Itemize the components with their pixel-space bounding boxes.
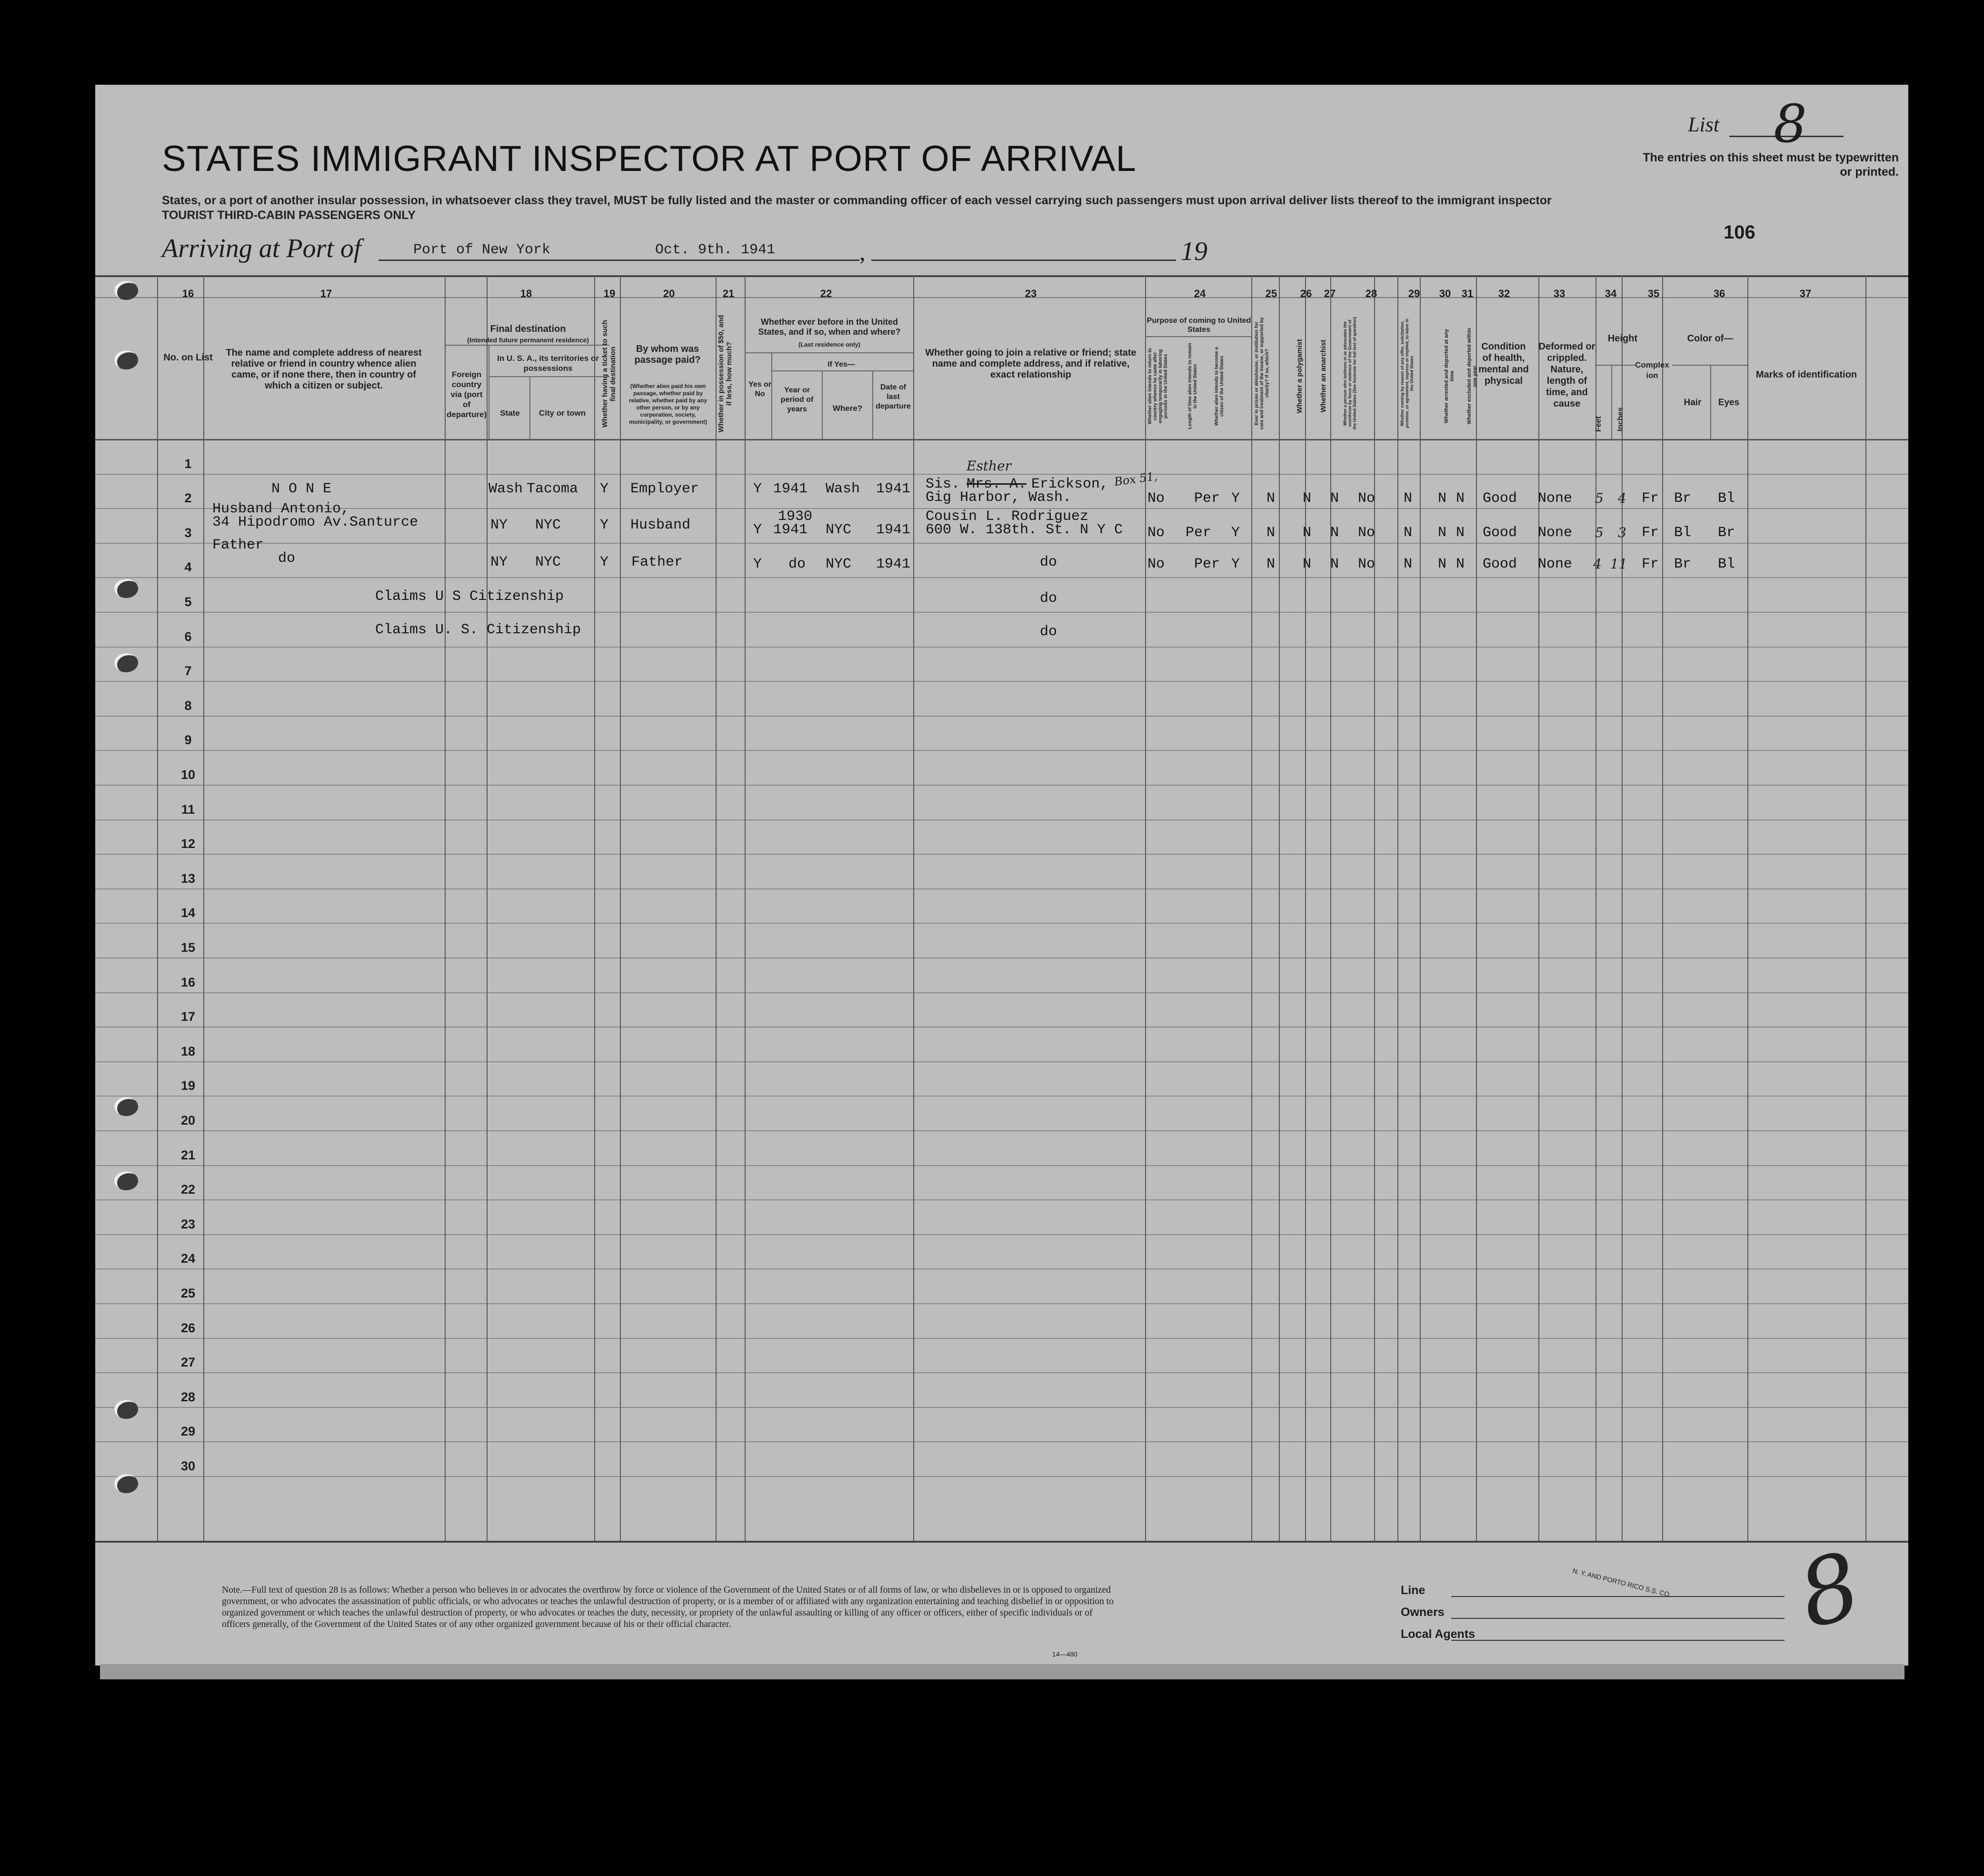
header-arrested: Whether arrested and deported at any time: [1444, 329, 1455, 424]
header-purpose-length: Length of time alien intends to remain in the United States: [1187, 343, 1198, 429]
header-purpose-return: Whether alien intends to return to country whence he came after engaging temporarily in laboring pursuits in the United States: [1147, 348, 1168, 425]
header-purpose: Purpose of coming to United States: [1147, 317, 1251, 334]
row-number: 13: [180, 871, 196, 886]
row3-yesno: Y: [753, 556, 762, 572]
table-bottom-rule: [95, 1541, 1908, 1543]
page-title: STATES IMMIGRANT INSPECTOR AT PORT OF ARRIVAL: [162, 139, 1137, 179]
colnum: 30: [1439, 288, 1451, 299]
subheader-rule: [771, 370, 913, 371]
header-marks: Marks of identification: [1755, 369, 1857, 380]
punch-hole: [114, 1400, 138, 1419]
col-divider: [1279, 275, 1280, 1541]
colnum: 37: [1799, 288, 1812, 299]
col-divider: [1374, 275, 1375, 1541]
row4-citizenship: Claims U S Citizenship: [375, 589, 564, 605]
row3-join: do: [1040, 554, 1057, 570]
header-ever-before: Whether ever before in the United States, and if so, when and where?: [758, 317, 901, 337]
row3-relative-name: Father: [212, 537, 264, 553]
row-rule: [95, 1096, 1908, 1097]
row-rule: [95, 750, 1908, 751]
row-number: 29: [180, 1424, 196, 1439]
punch-hole: [114, 350, 138, 369]
row3-overthrow: No: [1358, 556, 1376, 572]
subheader-rule: [1710, 365, 1711, 439]
row1-date: 1941: [876, 481, 911, 497]
header-join-relative: Whether going to join a relative or friend; state name and complete address, and if relative, exact relationship: [925, 348, 1137, 380]
row2-relative-name: Husband Antonio,: [212, 501, 350, 517]
col-divider: [1865, 275, 1866, 1541]
col-divider: [1622, 275, 1623, 1541]
row2-inches: 3: [1618, 525, 1626, 540]
header-eyes: Eyes: [1718, 398, 1740, 408]
row2-anarchist: N: [1330, 525, 1339, 541]
row-number: 6: [184, 629, 192, 644]
subheader-rule: [1611, 365, 1612, 439]
owners-label: Owners: [1401, 1606, 1445, 1619]
arriving-label: Arriving at Port of: [162, 234, 361, 263]
row-number: 8: [184, 698, 192, 713]
row-rule: [95, 992, 1908, 993]
row1-join-struck: Mrs. A.: [967, 476, 1027, 492]
punch-hole: [114, 1097, 138, 1116]
row1-eyes: Bl: [1718, 490, 1735, 507]
row-rule: [95, 819, 1908, 820]
header-height: Height: [1607, 333, 1638, 344]
colnum: 27: [1324, 288, 1336, 299]
footnote-question-28: Note.—Full text of question 28 is as follows: Whether a person who believes in or advocates the overthrow by force or violence of the Government of the United States or of all forms of law, or who disbelieves in or is opposed to organized government, or who advocates the assassination of public officials, or who advocates or teaches the unlawful destruction of property, or is a member of or affiliated with any organization entertaining and teaching disbelief in or opposition to organized government or which teaches the unlawful destruction of property, or who advocates or teaches the duty, necessity, or propriety of the unlawful assaulting or killing of any officer or officers, either of specific individuals or of officers generally, of the Government of the United States or of any other organized government because of his or their official character.: [222, 1585, 1114, 1629]
row3-excluded: N: [1456, 556, 1465, 572]
row-number: 19: [180, 1078, 196, 1093]
header-city: City or town: [538, 409, 586, 418]
header-year: Year or period of years: [780, 386, 814, 413]
subheader-rule: [529, 376, 530, 439]
row2-city: NYC: [535, 517, 561, 533]
header-fifty-dollars: Whether in possession of $50, and if less, how much?: [717, 315, 733, 433]
row-rule: [95, 681, 1908, 682]
row3-health: Good: [1483, 556, 1517, 572]
row1-join-handwritten-name: Esther: [967, 458, 1012, 474]
row-rule: [95, 543, 1908, 544]
header-date-departure: Date of last departure: [876, 383, 911, 410]
row2-purpose-citizen: Y: [1231, 525, 1240, 541]
punch-hole: [114, 1171, 138, 1190]
row4-join: do: [1040, 590, 1057, 607]
subheader-rule: [745, 352, 913, 353]
colnum: 24: [1194, 288, 1206, 299]
row2-join-address: 600 W. 138th. St. N Y C: [926, 522, 1123, 538]
row2-eyes: Br: [1718, 525, 1735, 541]
row2-prison: N: [1266, 525, 1276, 541]
row1-overthrow: No: [1358, 490, 1376, 507]
row-rule: [95, 1372, 1908, 1373]
row-number: 28: [180, 1389, 196, 1404]
header-labor-offer: Whether coming by reason of any offer, solicitation, promise, or agreement, express or implied, to labor in the United States: [1400, 318, 1414, 429]
row1-where: Wash: [826, 481, 860, 497]
colnum: 28: [1365, 288, 1377, 299]
subheader-rule: [1596, 365, 1637, 366]
passenger-class: TOURIST THIRD-CABIN PASSENGERS ONLY: [162, 209, 416, 222]
header-anarchist: Whether an anarchist: [1319, 339, 1327, 413]
row3-year: do: [788, 556, 806, 572]
subheader-rule: [822, 370, 823, 439]
row-rule: [95, 923, 1908, 924]
row1-join-prefix: Sis.: [926, 476, 960, 492]
row-rule: [95, 785, 1908, 786]
row-number: 9: [184, 733, 192, 748]
row-rule: [95, 1338, 1908, 1339]
row-rule: [95, 647, 1908, 648]
row1-arrested: N: [1438, 490, 1447, 507]
subheader-rule: [872, 370, 873, 439]
row1-purpose-citizen: Y: [1231, 490, 1240, 507]
colnum: 36: [1713, 288, 1725, 299]
header-inches: Inches: [1616, 407, 1625, 432]
header-overthrow: Whether a person who believes in or advocates the overthrow by force or violence of the Government of the United States (See footnote for full text of question): [1343, 317, 1357, 430]
row-number: 15: [180, 940, 196, 955]
row1-polygamist: N: [1303, 490, 1312, 507]
punch-hole: [114, 579, 138, 598]
row3-labor: N: [1404, 556, 1413, 572]
row3-purpose-citizen: Y: [1231, 556, 1240, 572]
row3-relative-address: do: [278, 550, 296, 567]
row-rule: [95, 612, 1908, 613]
colnum: 16: [182, 288, 194, 299]
row1-year: 1941: [773, 481, 808, 497]
row1-relative: N O N E: [271, 481, 332, 497]
row1-inches: 4: [1618, 490, 1626, 506]
row1-complexion: Fr: [1642, 490, 1659, 507]
row-number: 20: [180, 1113, 196, 1128]
row1-city: Tacoma: [527, 481, 578, 497]
col-divider: [1747, 275, 1748, 1541]
colnum: 33: [1553, 288, 1565, 299]
col-divider: [1538, 275, 1539, 1541]
row3-hair: Br: [1674, 556, 1692, 572]
row2-date: 1941: [876, 522, 911, 538]
colnum: 31: [1461, 288, 1474, 299]
local-agents-rule: [1451, 1640, 1785, 1641]
row-rule: [95, 1303, 1908, 1304]
row5-join: do: [1040, 624, 1057, 640]
col-divider: [1595, 275, 1596, 1541]
colnum-rule: [95, 297, 1908, 298]
row-number: 2: [184, 491, 192, 506]
subheader-rule: [489, 376, 609, 377]
table-top-rule: [95, 275, 1908, 277]
row-number: 1: [184, 456, 192, 471]
row2-hair: Bl: [1674, 525, 1692, 541]
col-divider: [716, 275, 717, 1541]
subheader-rule: [1145, 336, 1251, 337]
header-prison: Ever in prison or almshouse, or institution for care and treatment of the insane, or supported by charity? If so, which?: [1254, 317, 1270, 429]
header-in-usa: In U. S. A., its territories or possessions: [497, 354, 599, 373]
row-number: 24: [180, 1251, 196, 1266]
row2-year-first: 1930: [778, 509, 813, 525]
colnum: 29: [1408, 288, 1420, 299]
row3-anarchist: N: [1330, 556, 1339, 572]
row-number: 14: [180, 906, 196, 920]
colnum: 25: [1265, 288, 1277, 299]
row-number: 17: [180, 1009, 196, 1024]
row1-purpose-length: Per: [1194, 490, 1220, 507]
header-bottom-rule: [95, 439, 1908, 440]
row-rule: [95, 854, 1908, 855]
row3-complexion: Fr: [1642, 556, 1659, 572]
row-number: 25: [180, 1286, 196, 1300]
row-rule: [95, 888, 1908, 889]
line-rule: [1451, 1596, 1785, 1597]
colnum: 18: [520, 288, 532, 299]
row-number: 5: [184, 595, 192, 609]
col-divider: [1330, 275, 1331, 1541]
row-rule: [95, 716, 1908, 717]
col-divider: [594, 275, 595, 1541]
subheader-rule: [1672, 365, 1747, 366]
year-prefix: 19: [1181, 237, 1207, 266]
date-rule: [871, 259, 1176, 261]
header-ever-before-note: (Last residence only): [798, 341, 861, 348]
row2-feet: 5: [1595, 525, 1604, 540]
row2-year: 1941: [773, 522, 808, 538]
row-rule: [95, 1476, 1908, 1477]
row5-citizenship: Claims U. S. Citizenship: [375, 622, 581, 638]
row2-state: NY: [490, 517, 508, 533]
colnum: 21: [722, 288, 735, 299]
row1-deformed: None: [1538, 490, 1573, 507]
row3-state: NY: [490, 554, 508, 570]
header-purpose-citizen: Whether alien intends to become a citizen of the United States: [1214, 347, 1225, 426]
row1-excluded: N: [1456, 490, 1465, 507]
row-number: 27: [180, 1355, 196, 1370]
header-final-destination: Final destination: [490, 324, 566, 334]
row3-feet: 4: [1593, 556, 1602, 572]
row-rule: [95, 1407, 1908, 1408]
row-rule: [95, 1027, 1908, 1028]
row1-health: Good: [1483, 490, 1517, 507]
row2-polygamist: N: [1303, 525, 1312, 541]
col-divider: [487, 275, 488, 1541]
row-rule: [95, 1199, 1908, 1200]
row-rule: [95, 577, 1908, 578]
col-divider: [1397, 275, 1398, 1541]
row2-labor: N: [1404, 525, 1413, 541]
row-number: 21: [180, 1148, 196, 1162]
col-divider: [445, 275, 446, 1541]
row-number: 18: [180, 1044, 196, 1058]
header-complexion: Complexion: [1635, 360, 1669, 380]
row2-ticket: Y: [600, 517, 609, 533]
row2-excluded: N: [1456, 525, 1465, 541]
colnum: 17: [320, 288, 332, 299]
header-health: Condition of health, mental and physical: [1478, 341, 1529, 386]
form-code: 14—480: [1052, 1650, 1077, 1658]
row-number: 11: [181, 802, 195, 817]
subheader-rule: [771, 352, 772, 439]
colnum: 32: [1498, 288, 1510, 299]
row2-deformed: None: [1538, 525, 1573, 541]
line-label: Line: [1401, 1584, 1426, 1597]
header-deformed: Deformed or crippled. Nature, length of time, and cause: [1538, 341, 1595, 409]
header-passage-paid: By whom was passage paid?: [634, 344, 701, 365]
header-foreign-country: Foreign country via (port of departure): [447, 370, 487, 419]
header-excluded: Whether excluded and deported within one year: [1466, 328, 1478, 425]
header-polygamist: Whether a polygamist: [1296, 339, 1304, 413]
header-if-yes: If Yes—: [827, 360, 855, 369]
col-divider: [1662, 275, 1663, 1541]
header-state: State: [500, 409, 520, 418]
row-number: 12: [180, 837, 196, 851]
row1-yesno: Y: [753, 481, 762, 497]
row2-where: NYC: [826, 522, 852, 538]
row3-arrested: N: [1438, 556, 1447, 572]
colnum: 19: [603, 288, 616, 299]
row-number: 16: [180, 975, 196, 989]
row3-prison: N: [1266, 556, 1276, 572]
row3-inches: 11: [1610, 556, 1627, 572]
port-rule: [379, 259, 859, 261]
owners-rule: [1451, 1618, 1785, 1619]
local-agents-label: Local Agents: [1401, 1627, 1476, 1641]
row1-join-name: Erickson,: [1031, 476, 1109, 492]
header-color-of: Color of—: [1687, 333, 1734, 344]
date-field: Oct. 9th. 1941: [655, 242, 776, 258]
row1-paid-by: Employer: [630, 481, 699, 497]
row2-health: Good: [1483, 525, 1517, 541]
row-rule: [95, 1441, 1908, 1442]
row3-purpose-length: Per: [1194, 556, 1220, 572]
row-number: 30: [180, 1459, 196, 1473]
under-sheet-edge: [100, 1664, 1904, 1679]
row-rule: [95, 1165, 1908, 1166]
row1-join-handwritten-box: Box 51,: [1113, 469, 1158, 489]
header-hair: Hair: [1684, 398, 1702, 408]
colnum: 23: [1025, 288, 1037, 299]
row1-ticket: Y: [600, 481, 609, 497]
colnum: 35: [1647, 288, 1660, 299]
row2-purpose-length: Per: [1186, 525, 1212, 541]
colnum: 22: [820, 288, 832, 299]
header-passage-paid-note: (Whether alien paid his own passage, whether paid by relative, whether paid by any other person, or by any corporation, society, municipality, or government): [628, 383, 708, 425]
handwritten-number: 8: [1788, 1532, 1871, 1649]
row1-join-address: Gig Harbor, Wash.: [926, 489, 1072, 506]
row3-deformed: None: [1538, 556, 1573, 572]
row2-join-name: Cousin L. Rodriguez: [926, 509, 1089, 525]
row-number: 23: [180, 1217, 196, 1231]
row3-date: 1941: [876, 556, 911, 572]
row3-eyes: Bl: [1718, 556, 1735, 572]
row3-city: NYC: [535, 554, 561, 570]
punch-hole: [114, 1474, 138, 1493]
row3-paid-by: Father: [631, 554, 683, 570]
row1-hair: Br: [1674, 490, 1692, 507]
row1-feet: 5: [1595, 490, 1604, 506]
row2-purpose-return: No: [1147, 525, 1165, 541]
punch-hole: [114, 653, 138, 672]
row-number: 10: [180, 768, 196, 782]
col-divider: [913, 275, 914, 1541]
row-number: 22: [180, 1182, 196, 1197]
row-number: 3: [184, 525, 192, 540]
header-no-on-list: No. on List: [163, 352, 213, 363]
col-divider: [1251, 275, 1252, 1541]
row1-state: Wash: [489, 481, 523, 497]
row3-purpose-return: No: [1147, 556, 1165, 572]
header-final-destination-note: (Intended future permanent residence): [467, 336, 589, 344]
row2-paid-by: Husband: [630, 517, 691, 533]
row3-ticket: Y: [600, 554, 609, 570]
row2-overthrow: No: [1358, 525, 1376, 541]
colnum: 34: [1605, 288, 1617, 299]
row1-purpose-return: No: [1147, 490, 1165, 507]
row2-arrested: N: [1438, 525, 1447, 541]
sheet-number: 106: [1724, 222, 1755, 243]
subheader-rule: [446, 345, 609, 346]
col-divider: [157, 275, 158, 1541]
row-rule: [95, 1061, 1908, 1062]
colnum: 26: [1300, 288, 1312, 299]
col-divider: [1476, 275, 1477, 1541]
comma: ,: [859, 239, 866, 265]
row-number: 26: [180, 1320, 196, 1335]
row3-where: NYC: [826, 556, 852, 572]
header-feet: Feet: [1595, 416, 1603, 432]
line-stamp: N. Y. AND PORTO RICO S.S. CO.: [1572, 1567, 1672, 1599]
col-divider: [745, 275, 746, 1541]
header-nearest-relative: The name and complete address of nearest relative or friend in country whence alien came, or if none there, then in country of which a citizen or subject.: [226, 348, 422, 391]
row-rule: [95, 1268, 1908, 1269]
typewritten-notice: The entries on this sheet must be typewritten or printed.: [1643, 151, 1899, 179]
colnum: 20: [663, 288, 675, 299]
row1-labor: N: [1404, 490, 1413, 507]
row1-anarchist: N: [1330, 490, 1339, 507]
col-divider: [1420, 275, 1421, 1541]
header-yes-no: Yes or No: [748, 380, 772, 398]
port-field: Port of New York: [413, 242, 551, 258]
header-instructions: States, or a port of another insular possession, in whatsoever class they travel, MUST be fully listed and the master or commanding officer of each vessel carrying such passengers must upon arrival deliver lists thereof to the immigrant inspector: [162, 194, 1552, 207]
row2-yesno: Y: [753, 522, 762, 538]
col-divider: [620, 275, 621, 1541]
row1-prison: N: [1266, 490, 1276, 507]
row2-relative-address: 34 Hipodromo Av.Santurce: [212, 514, 419, 530]
row-number: 7: [184, 664, 192, 679]
punch-hole: [114, 281, 138, 300]
header-ticket: Whether having a ticket to such final destination: [601, 320, 617, 428]
row-rule: [95, 1234, 1908, 1235]
row-number: 4: [184, 560, 192, 575]
col-divider: [1145, 275, 1146, 1541]
row3-polygamist: N: [1303, 556, 1312, 572]
list-label: List: [1688, 113, 1720, 136]
list-number: 8: [1774, 93, 1807, 154]
header-where: Where?: [832, 404, 863, 413]
col-divider: [1305, 275, 1306, 1541]
row-rule: [95, 1130, 1908, 1131]
row2-complexion: Fr: [1642, 525, 1659, 541]
